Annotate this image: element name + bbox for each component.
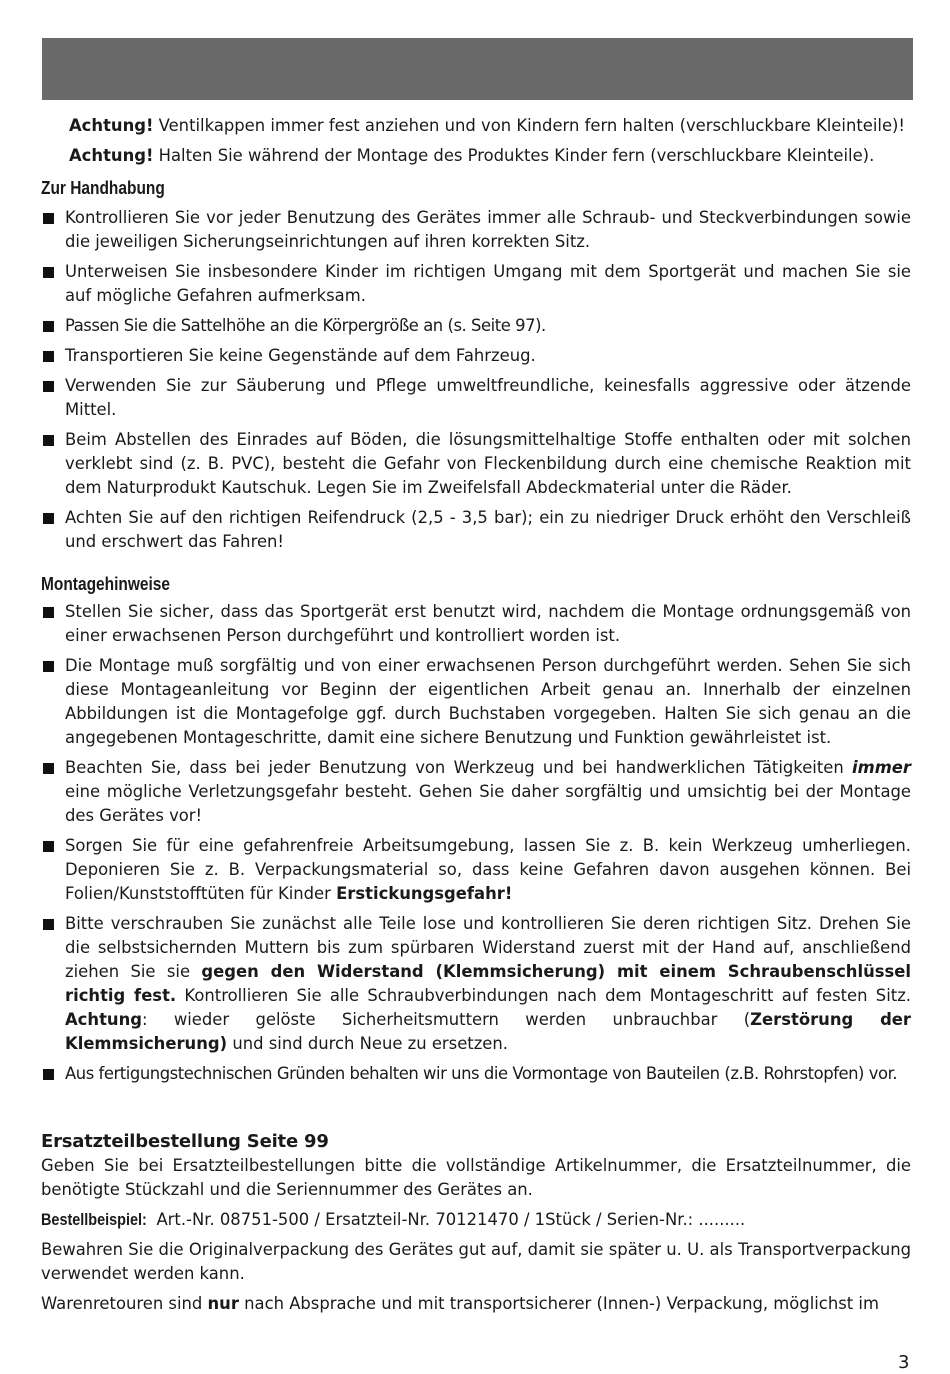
- page-number: 3: [898, 1352, 910, 1373]
- paragraph-text: nach Absprache und mit transportsicherer (Innen-) Verpackung, möglichst im: [238, 1294, 879, 1313]
- order-example-text: Art.-Nr. 08751-500 / Ersatzteil-Nr. 70121470 / 1Stück / Serien-Nr.: .........: [151, 1210, 746, 1229]
- bullet-icon: [43, 607, 54, 618]
- order-example: [41, 1208, 911, 1232]
- warning-label: Achtung!: [69, 116, 154, 135]
- warning-line: [69, 114, 911, 138]
- list-item-text: Kontrollieren Sie vor jeder Benutzung des Gerätes immer alle Schraub- und Steckverbindungen sowie die jeweiligen Sicherungseinrichtungen auf ihren korrekten Sitz.: [65, 208, 911, 251]
- list-item: [41, 344, 911, 368]
- handhabung-list: [41, 206, 911, 554]
- list-item-text: Achten Sie auf den richtigen Reifendruck (2,5 - 3,5 bar); ein zu niedriger Druck erhöht den Verschleiß und erschwert das Fahren!: [65, 508, 911, 551]
- bullet-icon: [43, 513, 54, 524]
- warning-line: [69, 144, 911, 168]
- list-item: [41, 1062, 911, 1086]
- emphasis-text: Zerstörung der Klemmsicherung): [65, 1010, 912, 1053]
- bullet-icon: [43, 321, 54, 332]
- bullet-icon: [43, 1069, 54, 1080]
- emphasis-text: Achtung: [65, 1010, 142, 1029]
- list-item-text: Stellen Sie sicher, dass das Sportgerät erst benutzt wird, nachdem die Montage ordnungsgemäß von einer erwachsenen Person durchgeführt und kontrolliert worden ist.: [65, 602, 911, 645]
- emphasis-text: nur: [207, 1294, 239, 1313]
- list-item: [41, 506, 911, 554]
- list-item-text: und sind durch Neue zu ersetzen.: [227, 1034, 508, 1053]
- list-item: [41, 206, 911, 254]
- bullet-icon: [43, 841, 54, 852]
- warning-label: Achtung!: [69, 146, 154, 165]
- list-item-text: Aus fertigungstechnischen Gründen behalten wir uns die Vormontage von Bauteilen (z.B. Rohrstopfen) vor.: [65, 1064, 898, 1083]
- list-item-text: Sorgen Sie für eine gefahrenfreie Arbeitsumgebung, lassen Sie z. B. kein Werkzeug umherliegen. Deponieren Sie z. B. Verpackungsmaterial so, dass keine Gefahren davon ausgehen können. Bei Folien/Kunststofftüten für Kinder: [65, 836, 911, 903]
- list-item-text: Passen Sie die Sattelhöhe an die Körpergröße an (s. Seite 97).: [65, 316, 546, 335]
- list-item: [41, 912, 911, 1056]
- section-title-handhabung: Zur Handhabung: [41, 178, 165, 198]
- bullet-icon: [43, 213, 54, 224]
- paragraph: Bewahren Sie die Originalverpackung des Gerätes gut auf, damit sie später u. U. als Transportverpackung verwendet werden kann.: [41, 1240, 911, 1283]
- list-item-text: Transportieren Sie keine Gegenstände auf dem Fahrzeug.: [65, 346, 536, 365]
- emphasis-text: immer: [852, 758, 911, 777]
- list-item: [41, 834, 911, 906]
- section-title-montage: Montagehinweise: [41, 574, 171, 594]
- list-item: [41, 654, 911, 750]
- paragraph: Geben Sie bei Ersatzteilbestellungen bitte die vollständige Artikelnummer, die Ersatzteilnummer, die benötigte Stückzahl und die Seriennummer des Gerätes an.: [41, 1156, 911, 1199]
- bullet-icon: [43, 267, 54, 278]
- page-content: [41, 114, 911, 1322]
- warning-text: Ventilkappen immer fest anziehen und von Kindern fern halten (verschluckbare Kleinteile)!: [153, 116, 906, 135]
- section-title-ersatzteil: Ersatzteilbestellung Seite 99: [41, 1131, 329, 1152]
- order-example-label: Bestellbeispiel:: [41, 1211, 147, 1229]
- list-item-text: Bitte verschrauben Sie zunächst alle Teile lose und kontrollieren Sie deren richtigen Sitz. Drehen Sie die selbstsichernden Muttern bis zum spürbaren Widerstand zuerst mit der Hand auf, anschließend ziehen Sie sie: [65, 914, 911, 981]
- list-item: [41, 600, 911, 648]
- list-item: [41, 756, 911, 828]
- bullet-icon: [43, 919, 54, 930]
- list-item-text: Beachten Sie, dass bei jeder Benutzung von Werkzeug und bei handwerklichen Tätigkeiten: [65, 758, 853, 777]
- paragraph: [41, 1292, 911, 1316]
- bullet-icon: [43, 381, 54, 392]
- list-item-text: Kontrollieren Sie alle Schraubverbindungen nach dem Montageschritt auf festen Sitz.: [176, 986, 912, 1005]
- bullet-icon: [43, 763, 54, 774]
- list-item: [41, 314, 911, 338]
- warning-text: Halten Sie während der Montage des Produktes Kinder fern (verschluckbare Kleinteile).: [153, 146, 875, 165]
- list-item-text: Verwenden Sie zur Säuberung und Pflege umweltfreundliche, keinesfalls aggressive oder ätzende Mittel.: [65, 376, 911, 419]
- montage-list: [41, 600, 911, 1086]
- list-item: [41, 428, 911, 500]
- list-item-text: Die Montage muß sorgfältig und von einer erwachsenen Person durchgeführt werden. Sehen Sie sich diese Montageanleitung vor Beginn der eigentlichen Arbeit genau an. Innerhalb der einzelnen Abbildungen ist die Montagefolge ggf. durch Buchstaben vorgegeben. Halten Sie sich genau an die angegebenen Montageschritte, damit eine sichere Benutzung und Funktion gewährleistet ist.: [65, 656, 911, 747]
- bullet-icon: [43, 661, 54, 672]
- bullet-icon: [43, 435, 54, 446]
- paragraph-text: Warenretouren sind: [41, 1294, 208, 1313]
- emphasis-text: gegen den Widerstand (Klemmsicherung) mit einem Schraubenschlüssel richtig fest.: [65, 962, 911, 1005]
- list-item-text: Beim Abstellen des Einrades auf Böden, die lösungsmittelhaltige Stoffe enthalten oder mit solchen verklebt sind (z. B. PVC), besteht die Gefahr von Fleckenbildung durch eine chemische Reaktion mit dem Naturprodukt Kautschuk. Legen Sie im Zweifelsfall Abdeckmaterial unter die Räder.: [65, 430, 911, 497]
- header-bar: [42, 38, 913, 100]
- emphasis-text: Erstickungsgefahr!: [336, 884, 513, 903]
- list-item: [41, 260, 911, 308]
- list-item-text: : wieder gelöste Sicherheitsmuttern werden unbrauchbar (: [141, 1010, 751, 1029]
- bullet-icon: [43, 351, 54, 362]
- list-item-text: eine mögliche Verletzungsgefahr besteht. Gehen Sie daher sorgfältig und umsichtig bei der Montage des Gerätes vor!: [65, 782, 911, 825]
- list-item-text: Unterweisen Sie insbesondere Kinder im richtigen Umgang mit dem Sportgerät und machen Sie sie auf mögliche Gefahren aufmerksam.: [65, 262, 911, 305]
- list-item: [41, 374, 911, 422]
